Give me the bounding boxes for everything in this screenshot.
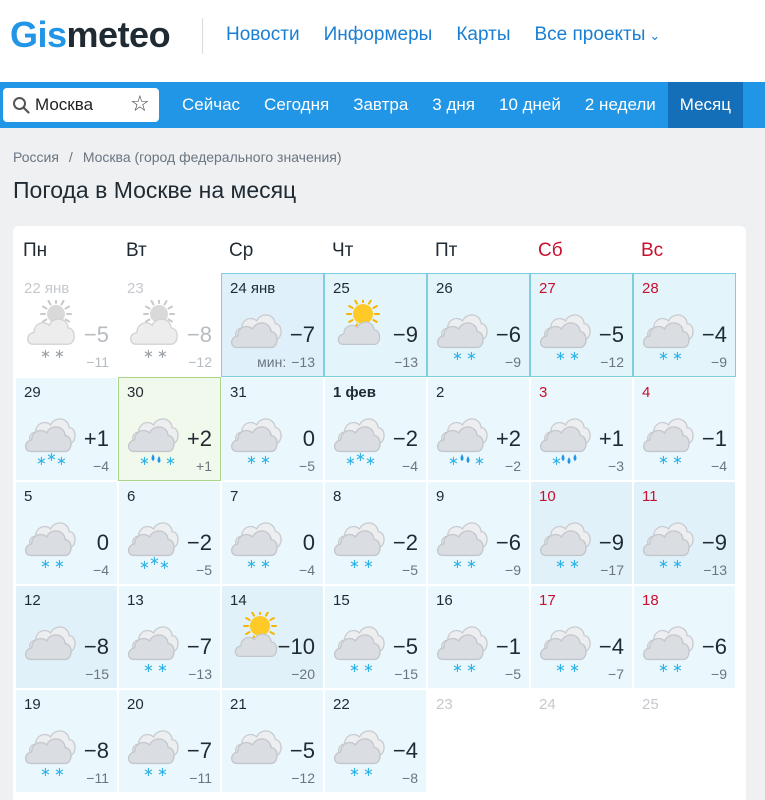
breadcrumb-country[interactable]: Россия [13,149,59,165]
day-date: 10 [539,488,556,505]
tab-6[interactable]: Месяц [668,82,743,128]
svg-text:∗: ∗ [363,661,374,674]
temp-min-value: −4 [93,562,109,578]
temp-min [299,562,315,578]
snow-icon [329,508,387,570]
partly-cloudy-snow-icon [20,300,78,362]
day-cell[interactable] [530,273,633,377]
temp-min-value: −9 [711,354,727,370]
day-date: 19 [24,696,41,713]
svg-text:∗: ∗ [54,765,65,778]
svg-text:∗: ∗ [143,347,154,362]
temp-min [189,770,212,786]
temp-min [196,458,212,474]
day-cell[interactable] [427,585,530,689]
top-nav [226,24,660,46]
rain-snow-icon [123,404,181,466]
search-icon[interactable] [12,96,30,114]
min-label: мин: [257,354,287,370]
svg-text:∗: ∗ [365,454,376,466]
chevron-down-icon: ⌄ [649,28,661,43]
temp-min-value: −5 [196,562,212,578]
temp-min-value: −15 [85,666,109,682]
tab-5[interactable]: 2 недели [584,95,656,114]
day-cell[interactable] [221,273,324,377]
day-date: 16 [436,592,453,609]
day-cell[interactable] [324,481,427,585]
temp-max: −5 [289,738,315,763]
day-date: 2 [436,384,445,401]
day-cell[interactable] [427,273,530,377]
temp-max: −6 [495,322,521,347]
snow-icon [432,508,490,570]
temp-min-value: −9 [711,666,727,682]
page-title: Погода в Москве на месяц [13,177,297,203]
day-cell [530,689,633,793]
day-date: 31 [230,384,247,401]
day-date: 27 [539,280,556,297]
day-date: 25 [333,280,350,297]
month-calendar [13,226,746,800]
breadcrumb [13,149,342,165]
temp-min [93,562,109,578]
temp-max: −6 [495,530,521,555]
snow-icon [20,508,78,570]
day-date: 30 [127,384,144,401]
rain-snow-icon [432,404,490,466]
svg-text:∗: ∗ [46,450,57,465]
nav-all-projects-link[interactable] [535,24,661,46]
temp-max: −5 [83,322,109,347]
logo-meteo: meteo [66,14,171,55]
temp-min-value: −12 [600,354,624,370]
svg-text:∗: ∗ [466,557,477,570]
day-cell[interactable] [324,585,427,689]
temp-max: 0 [302,426,315,451]
temp-max: −9 [598,530,624,555]
day-date: 26 [436,280,453,297]
svg-text:∗: ∗ [452,349,463,362]
temp-min [608,666,624,682]
day-date: 15 [333,592,350,609]
breadcrumb-separator: / [68,149,73,165]
svg-text:∗: ∗ [246,557,257,570]
day-date: 6 [127,488,136,505]
svg-text:∗: ∗ [157,661,168,674]
snow-icon [432,300,490,362]
day-cell[interactable] [324,377,427,481]
top-header [0,0,765,82]
day-date: 7 [230,488,239,505]
svg-text:∗: ∗ [246,453,257,466]
day-cell[interactable] [15,273,118,377]
day-date: 29 [24,384,41,401]
day-cell[interactable] [427,377,530,481]
day-cell[interactable] [221,689,324,793]
temp-min-value: −13 [703,562,727,578]
svg-text:∗: ∗ [658,349,669,362]
svg-text:∗: ∗ [555,349,566,362]
temp-min [291,666,315,682]
cloud-icon [226,716,284,778]
svg-text:∗: ∗ [569,557,580,570]
svg-text:∗: ∗ [260,453,271,466]
temp-min-value: −4 [402,458,418,474]
star-icon[interactable]: ☆ [130,91,150,116]
svg-text:∗: ∗ [40,765,51,778]
temp-min [257,354,315,370]
svg-text:∗: ∗ [658,557,669,570]
temp-min-value: −11 [86,770,109,786]
temp-max: −8 [186,322,212,347]
day-cell[interactable] [530,377,633,481]
snow-icon [432,612,490,674]
day-cell[interactable] [15,481,118,585]
gismeteo-logo[interactable] [10,14,170,56]
svg-text:∗: ∗ [466,661,477,674]
svg-text:∗: ∗ [139,454,150,466]
temp-min [299,458,315,474]
heavy-snow-icon [20,404,78,466]
temp-min [505,562,521,578]
temp-min-value: −13 [291,354,315,370]
temp-min [600,562,624,578]
temp-max: −1 [701,426,727,451]
weekday-5: Сб [538,240,563,261]
day-cell[interactable] [221,585,324,689]
svg-text:∗: ∗ [474,454,485,466]
temp-max: +1 [598,426,624,451]
temp-min-value: −4 [93,458,109,474]
day-cell[interactable] [633,273,736,377]
svg-text:∗: ∗ [56,454,67,466]
day-date: 22 [333,696,350,713]
svg-text:∗: ∗ [448,454,459,466]
temp-max: −1 [495,634,521,659]
day-date: 24 [539,696,556,713]
svg-text:∗: ∗ [36,454,47,466]
svg-text:∗: ∗ [54,557,65,570]
temp-min-value: −20 [291,666,315,682]
weekday-6: Вс [641,240,664,261]
temp-min-value: −2 [505,458,521,474]
cloud-icon [226,300,284,362]
sun-cloud-icon [226,612,284,674]
temp-min [711,458,727,474]
svg-text:∗: ∗ [551,454,562,466]
snow-icon [123,716,181,778]
day-date: 28 [642,280,659,297]
day-cell[interactable] [118,689,221,793]
svg-text:∗: ∗ [672,349,683,362]
svg-text:∗: ∗ [40,557,51,570]
day-date: 24 янв [230,280,276,297]
temp-min [188,354,212,370]
svg-text:∗: ∗ [672,661,683,674]
temp-min-value: −17 [600,562,624,578]
svg-text:∗: ∗ [672,453,683,466]
snow-icon [638,404,696,466]
weekday-4: Пт [435,240,458,261]
svg-text:∗: ∗ [349,765,360,778]
temp-min [600,354,624,370]
svg-text:∗: ∗ [143,765,154,778]
temp-min-value: −5 [402,562,418,578]
temp-min [505,458,521,474]
temp-min [402,458,418,474]
day-cell[interactable] [324,689,427,793]
day-cell[interactable] [221,481,324,585]
temp-max: −8 [83,634,109,659]
temp-min-value: −7 [608,666,624,682]
day-cell[interactable] [633,481,736,585]
day-date: 1 фев [333,384,377,401]
period-tabs [170,82,743,128]
temp-max: −10 [277,634,315,659]
temp-min [711,666,727,682]
svg-text:∗: ∗ [143,661,154,674]
temp-min-value: −12 [188,354,212,370]
temp-min-value: −5 [505,666,521,682]
temp-max: −5 [598,322,624,347]
temp-min [703,562,727,578]
weekday-1: Вт [126,240,147,261]
snow-icon [535,612,593,674]
day-date: 4 [642,384,651,401]
day-date: 14 [230,592,247,609]
svg-text:∗: ∗ [165,454,176,466]
day-date: 21 [230,696,247,713]
temp-max: −7 [186,738,212,763]
temp-min-value: −8 [402,770,418,786]
svg-text:∗: ∗ [569,661,580,674]
temp-min-value: −11 [189,770,212,786]
temp-max: −9 [701,530,727,555]
svg-text:∗: ∗ [54,347,65,362]
temp-min-value: −4 [711,458,727,474]
day-cell[interactable] [324,273,427,377]
svg-text:∗: ∗ [555,661,566,674]
tab-2[interactable]: Завтра [353,95,409,114]
day-date: 23 [436,696,453,713]
temp-max: −9 [392,322,418,347]
temp-max: −2 [392,426,418,451]
day-cell[interactable] [15,377,118,481]
heavy-snow-icon [329,404,387,466]
temp-min-value: −4 [299,562,315,578]
snow-icon [226,508,284,570]
tab-0[interactable]: Сейчас [182,95,241,114]
weekday-0: Пн [23,240,48,261]
temp-min-value: −3 [608,458,624,474]
svg-text:∗: ∗ [159,558,170,570]
snow-icon [638,612,696,674]
snow-icon [535,508,593,570]
temp-min-value: −9 [505,354,521,370]
sun-cloud-icon [329,300,387,362]
temp-max: +2 [186,426,212,451]
temp-min-value: −5 [299,458,315,474]
temp-min [93,458,109,474]
temp-min [394,666,418,682]
snow-icon [329,716,387,778]
temp-min-value: +1 [196,458,212,474]
temp-max: −4 [701,322,727,347]
temp-min-value: −12 [291,770,315,786]
day-date: 20 [127,696,144,713]
temp-max: −2 [392,530,418,555]
temp-min-value: −13 [188,666,212,682]
temp-min-value: −9 [505,562,521,578]
svg-text:∗: ∗ [157,765,168,778]
temp-max: −4 [598,634,624,659]
temp-min [188,666,212,682]
day-cell[interactable] [530,585,633,689]
day-date: 13 [127,592,144,609]
temp-max: −4 [392,738,418,763]
temp-max: +1 [83,426,109,451]
temp-min [711,354,727,370]
logo-gis: Gis [10,14,67,55]
city-search [3,88,159,122]
temp-max: 0 [96,530,109,555]
day-cell[interactable] [221,377,324,481]
day-date: 17 [539,592,556,609]
weekday-2: Ср [229,240,254,261]
day-date: 23 [127,280,144,297]
day-cell[interactable] [15,689,118,793]
svg-text:∗: ∗ [349,661,360,674]
tab-3[interactable]: 3 дня [432,95,475,114]
day-date: 22 янв [24,280,70,297]
svg-text:∗: ∗ [555,557,566,570]
day-date: 9 [436,488,445,505]
day-cell[interactable] [118,377,221,481]
svg-text:∗: ∗ [658,453,669,466]
day-cell[interactable] [118,273,221,377]
partly-cloudy-snow-icon [123,300,181,362]
day-date: 12 [24,592,41,609]
temp-max: +2 [495,426,521,451]
temp-min-value: −15 [394,666,418,682]
temp-min-value: −11 [86,354,109,370]
day-cell[interactable] [530,481,633,585]
tab-1[interactable]: Сегодня [264,95,330,114]
snow-icon [638,300,696,362]
snow-icon [20,716,78,778]
tab-4[interactable]: 10 дней [498,95,561,114]
temp-min [196,562,212,578]
day-cell[interactable] [118,481,221,585]
nav-news-link[interactable]: Новости [226,24,300,45]
heavy-snow-icon [123,508,181,570]
temp-min [402,562,418,578]
breadcrumb-city[interactable]: Москва (город федерального значения) [82,149,342,165]
temp-min [394,354,418,370]
nav-informers-link[interactable]: Информеры [323,24,433,45]
temp-min [291,770,315,786]
temp-min-value: −13 [394,354,418,370]
cloud-icon [20,612,78,674]
svg-text:∗: ∗ [363,557,374,570]
day-cell [633,689,736,793]
temp-max: 0 [302,530,315,555]
svg-text:∗: ∗ [569,349,580,362]
day-cell[interactable] [633,377,736,481]
all-projects-label: Все проекты [534,24,646,45]
svg-text:∗: ∗ [355,450,366,465]
temp-min [505,666,521,682]
svg-text:∗: ∗ [672,557,683,570]
temp-max: −8 [83,738,109,763]
nav-maps-link[interactable]: Карты [456,24,511,45]
temp-max: −7 [186,634,212,659]
day-cell[interactable] [427,481,530,585]
snow-icon [123,612,181,674]
temp-min [608,458,624,474]
temp-min [505,354,521,370]
weekday-3: Чт [332,240,354,261]
weekday-header [13,226,746,272]
day-date: 3 [539,384,548,401]
day-date: 11 [642,488,658,505]
forecast-tab-bar [0,82,765,128]
svg-text:∗: ∗ [452,661,463,674]
day-date: 25 [642,696,659,713]
day-cell[interactable] [118,585,221,689]
day-date: 5 [24,488,33,505]
svg-text:∗: ∗ [363,765,374,778]
svg-text:∗: ∗ [139,558,150,570]
temp-max: −6 [701,634,727,659]
svg-text:∗: ∗ [157,347,168,362]
snow-icon [329,612,387,674]
search-input[interactable] [35,92,129,118]
svg-text:∗: ∗ [40,347,51,362]
svg-text:∗: ∗ [658,661,669,674]
day-cell[interactable] [15,585,118,689]
day-date: 8 [333,488,342,505]
svg-text:∗: ∗ [345,454,356,466]
snow-icon [638,508,696,570]
temp-max: −2 [186,530,212,555]
day-date: 18 [642,592,659,609]
snow-icon [535,300,593,362]
temp-max: −5 [392,634,418,659]
temp-min [86,770,109,786]
day-cell[interactable] [633,585,736,689]
header-divider [202,18,203,54]
temp-min [86,354,109,370]
svg-text:∗: ∗ [466,349,477,362]
svg-text:∗: ∗ [452,557,463,570]
svg-text:∗: ∗ [149,554,160,569]
svg-text:∗: ∗ [260,557,271,570]
svg-text:∗: ∗ [349,557,360,570]
temp-min [85,666,109,682]
day-cell [427,689,530,793]
temp-min [402,770,418,786]
snow-icon [226,404,284,466]
temp-max: −7 [289,322,315,347]
rain-icon [535,404,593,466]
